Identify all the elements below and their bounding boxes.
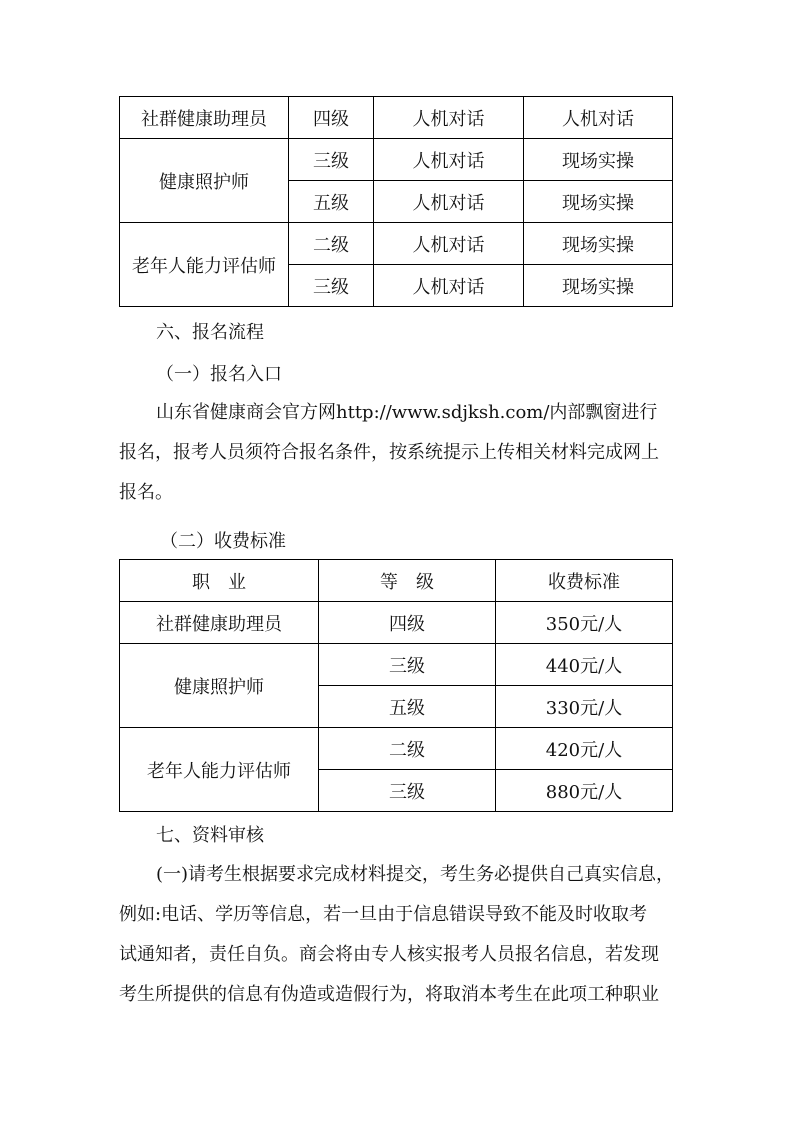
paragraph-line: 报名。 <box>119 482 173 503</box>
fee-table <box>119 559 673 812</box>
section-heading: 七、资料审核 <box>156 825 264 846</box>
paragraph-line: 报名，报考人员须符合报名条件，按系统提示上传相关材料完成网上 <box>119 442 659 463</box>
practice-method-cell: 现场实操 <box>524 181 673 223</box>
occupation-cell: 健康照护师 <box>120 139 289 223</box>
occupation-cell: 老年人能力评估师 <box>120 223 289 307</box>
level-cell: 四级 <box>289 97 374 139</box>
level-cell: 二级 <box>289 223 374 265</box>
level-cell: 四级 <box>319 602 496 644</box>
level-cell: 三级 <box>289 139 374 181</box>
section-heading: 六、报名流程 <box>156 322 264 343</box>
practice-method-cell: 人机对话 <box>524 97 673 139</box>
table-row <box>120 97 673 139</box>
occupation-cell: 社群健康助理员 <box>120 97 289 139</box>
table-row <box>120 602 673 644</box>
theory-method-cell: 人机对话 <box>374 97 524 139</box>
level-cell: 三级 <box>289 265 374 307</box>
level-cell: 三级 <box>319 770 496 812</box>
header-level: 等 级 <box>319 560 496 602</box>
paragraph-line: 山东省健康商会官方网http://www.sdjksh.com/内部飘窗进行 <box>156 402 658 423</box>
fee-cell: 880元/人 <box>496 770 673 812</box>
occupation-cell: 社群健康助理员 <box>120 602 319 644</box>
fee-cell: 350元/人 <box>496 602 673 644</box>
header-occupation: 职 业 <box>120 560 319 602</box>
table-row <box>120 139 673 181</box>
theory-method-cell: 人机对话 <box>374 223 524 265</box>
level-cell: 二级 <box>319 728 496 770</box>
fee-cell: 420元/人 <box>496 728 673 770</box>
practice-method-cell: 现场实操 <box>524 265 673 307</box>
subsection-heading: （一）报名入口 <box>156 364 282 385</box>
review-paragraph <box>119 855 679 1015</box>
table-header-row <box>120 560 673 602</box>
theory-method-cell: 人机对话 <box>374 139 524 181</box>
theory-method-cell: 人机对话 <box>374 181 524 223</box>
practice-method-cell: 现场实操 <box>524 223 673 265</box>
practice-method-cell: 现场实操 <box>524 139 673 181</box>
theory-method-cell: 人机对话 <box>374 265 524 307</box>
paragraph-line: 考生所提供的信息有伪造或造假行为，将取消本考生在此项工种职业 <box>119 984 659 1005</box>
table-row <box>120 728 673 770</box>
fee-cell: 440元/人 <box>496 644 673 686</box>
occupation-cell: 老年人能力评估师 <box>120 728 319 812</box>
fee-cell: 330元/人 <box>496 686 673 728</box>
paragraph-line: 试通知者，责任自负。商会将由专人核实报考人员报名信息，若发现 <box>119 944 659 965</box>
table-row <box>120 644 673 686</box>
header-fee: 收费标准 <box>496 560 673 602</box>
exam-method-table <box>119 96 673 307</box>
registration-paragraph <box>119 393 679 513</box>
paragraph-line: (一)请考生根据要求完成材料提交，考生务必提供自己真实信息， <box>156 864 675 885</box>
table-row <box>120 223 673 265</box>
level-cell: 三级 <box>319 644 496 686</box>
subsection-heading: （二）收费标准 <box>160 531 286 552</box>
paragraph-line: 例如:电话、学历等信息，若一旦由于信息错误导致不能及时收取考 <box>119 904 648 925</box>
occupation-cell: 健康照护师 <box>120 644 319 728</box>
level-cell: 五级 <box>289 181 374 223</box>
level-cell: 五级 <box>319 686 496 728</box>
